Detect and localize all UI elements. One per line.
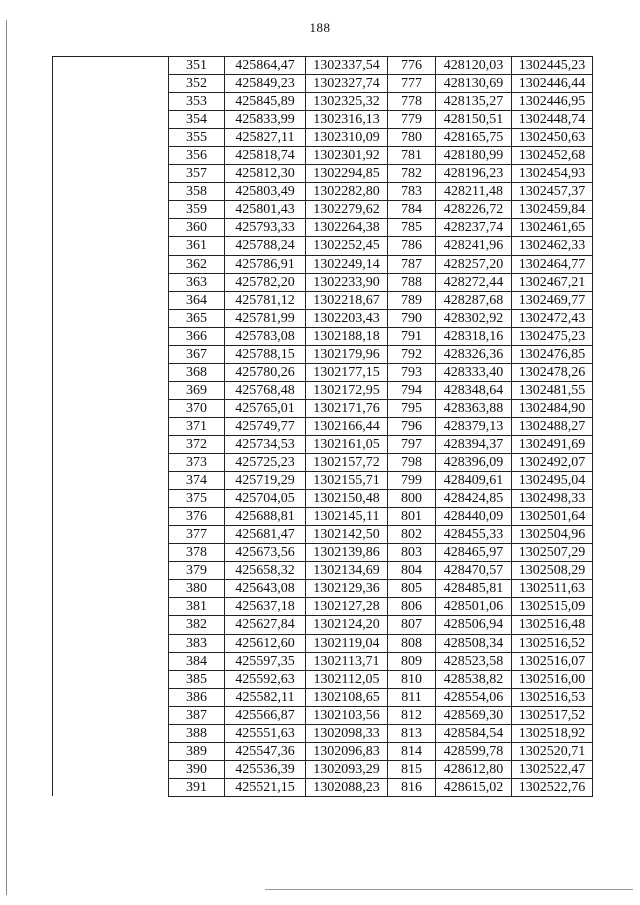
- y-coordinate-cell: 1302113,71: [306, 652, 388, 670]
- y-coordinate-cell: 1302469,77: [512, 291, 593, 309]
- x-coordinate-cell: 425801,43: [225, 201, 306, 219]
- y-coordinate-cell: 1302448,74: [512, 111, 593, 129]
- y-coordinate-cell: 1302103,56: [306, 706, 388, 724]
- point-number-cell: 351: [169, 57, 225, 75]
- y-coordinate-cell: 1302325,32: [306, 93, 388, 111]
- point-number-cell: 791: [388, 327, 436, 345]
- point-number-cell: 785: [388, 219, 436, 237]
- point-number-cell: 804: [388, 562, 436, 580]
- point-number-cell: 387: [169, 706, 225, 724]
- x-coordinate-cell: 425582,11: [225, 688, 306, 706]
- y-coordinate-cell: 1302337,54: [306, 57, 388, 75]
- point-number-cell: 788: [388, 273, 436, 291]
- point-number-cell: 792: [388, 345, 436, 363]
- y-coordinate-cell: 1302279,62: [306, 201, 388, 219]
- table-row: [53, 57, 593, 75]
- y-coordinate-cell: 1302134,69: [306, 562, 388, 580]
- point-number-cell: 373: [169, 454, 225, 472]
- y-coordinate-cell: 1302478,26: [512, 363, 593, 381]
- point-number-cell: 811: [388, 688, 436, 706]
- y-coordinate-cell: 1302233,90: [306, 273, 388, 291]
- point-number-cell: 794: [388, 381, 436, 399]
- y-coordinate-cell: 1302139,86: [306, 544, 388, 562]
- y-coordinate-cell: 1302446,95: [512, 93, 593, 111]
- y-coordinate-cell: 1302088,23: [306, 778, 388, 796]
- point-number-cell: 809: [388, 652, 436, 670]
- x-coordinate-cell: 428287,68: [436, 291, 512, 309]
- y-coordinate-cell: 1302282,80: [306, 183, 388, 201]
- y-coordinate-cell: 1302112,05: [306, 670, 388, 688]
- x-coordinate-cell: 428584,54: [436, 724, 512, 742]
- y-coordinate-cell: 1302327,74: [306, 75, 388, 93]
- y-coordinate-cell: 1302472,43: [512, 309, 593, 327]
- point-number-cell: 786: [388, 237, 436, 255]
- point-number-cell: 376: [169, 508, 225, 526]
- y-coordinate-cell: 1302504,96: [512, 526, 593, 544]
- point-number-cell: 783: [388, 183, 436, 201]
- y-coordinate-cell: 1302516,07: [512, 652, 593, 670]
- y-coordinate-cell: 1302457,37: [512, 183, 593, 201]
- y-coordinate-cell: 1302172,95: [306, 381, 388, 399]
- x-coordinate-cell: 428196,23: [436, 165, 512, 183]
- point-number-cell: 354: [169, 111, 225, 129]
- y-coordinate-cell: 1302522,47: [512, 760, 593, 778]
- x-coordinate-cell: 425768,48: [225, 381, 306, 399]
- point-number-cell: 368: [169, 363, 225, 381]
- y-coordinate-cell: 1302129,36: [306, 580, 388, 598]
- y-coordinate-cell: 1302119,04: [306, 634, 388, 652]
- x-coordinate-cell: 428612,80: [436, 760, 512, 778]
- y-coordinate-cell: 1302142,50: [306, 526, 388, 544]
- y-coordinate-cell: 1302452,68: [512, 147, 593, 165]
- point-number-cell: 357: [169, 165, 225, 183]
- x-coordinate-cell: 425597,35: [225, 652, 306, 670]
- x-coordinate-cell: 428165,75: [436, 129, 512, 147]
- page-number: 188: [309, 20, 331, 35]
- x-coordinate-cell: 425849,23: [225, 75, 306, 93]
- x-coordinate-cell: 428409,61: [436, 472, 512, 490]
- x-coordinate-cell: 428523,58: [436, 652, 512, 670]
- point-number-cell: 362: [169, 255, 225, 273]
- y-coordinate-cell: 1302096,83: [306, 742, 388, 760]
- y-coordinate-cell: 1302481,55: [512, 381, 593, 399]
- x-coordinate-cell: 425658,32: [225, 562, 306, 580]
- y-coordinate-cell: 1302518,92: [512, 724, 593, 742]
- x-coordinate-cell: 428302,92: [436, 309, 512, 327]
- y-coordinate-cell: 1302310,09: [306, 129, 388, 147]
- x-coordinate-cell: 428120,03: [436, 57, 512, 75]
- coordinates-table: [52, 56, 593, 797]
- point-number-cell: 801: [388, 508, 436, 526]
- description-cell: [53, 57, 169, 797]
- y-coordinate-cell: 1302501,64: [512, 508, 593, 526]
- point-number-cell: 799: [388, 472, 436, 490]
- point-number-cell: 375: [169, 490, 225, 508]
- y-coordinate-cell: 1302316,13: [306, 111, 388, 129]
- point-number-cell: 386: [169, 688, 225, 706]
- y-coordinate-cell: 1302166,44: [306, 417, 388, 435]
- x-coordinate-cell: 425827,11: [225, 129, 306, 147]
- point-number-cell: 358: [169, 183, 225, 201]
- point-number-cell: 789: [388, 291, 436, 309]
- point-number-cell: 806: [388, 598, 436, 616]
- point-number-cell: 813: [388, 724, 436, 742]
- x-coordinate-cell: 428569,30: [436, 706, 512, 724]
- x-coordinate-cell: 428333,40: [436, 363, 512, 381]
- y-coordinate-cell: 1302203,43: [306, 309, 388, 327]
- point-number-cell: 812: [388, 706, 436, 724]
- x-coordinate-cell: 425788,24: [225, 237, 306, 255]
- y-coordinate-cell: 1302464,77: [512, 255, 593, 273]
- x-coordinate-cell: 425719,29: [225, 472, 306, 490]
- point-number-cell: 359: [169, 201, 225, 219]
- x-coordinate-cell: 425681,47: [225, 526, 306, 544]
- point-number-cell: 363: [169, 273, 225, 291]
- point-number-cell: 780: [388, 129, 436, 147]
- x-coordinate-cell: 428485,81: [436, 580, 512, 598]
- x-coordinate-cell: 428226,72: [436, 201, 512, 219]
- x-coordinate-cell: 425547,36: [225, 742, 306, 760]
- y-coordinate-cell: 1302459,84: [512, 201, 593, 219]
- y-coordinate-cell: 1302294,85: [306, 165, 388, 183]
- point-number-cell: 790: [388, 309, 436, 327]
- y-coordinate-cell: 1302124,20: [306, 616, 388, 634]
- y-coordinate-cell: 1302462,33: [512, 237, 593, 255]
- point-number-cell: 361: [169, 237, 225, 255]
- y-coordinate-cell: 1302157,72: [306, 454, 388, 472]
- y-coordinate-cell: 1302450,63: [512, 129, 593, 147]
- y-coordinate-cell: 1302445,23: [512, 57, 593, 75]
- point-number-cell: 353: [169, 93, 225, 111]
- point-number-cell: 382: [169, 616, 225, 634]
- x-coordinate-cell: 425864,47: [225, 57, 306, 75]
- point-number-cell: 365: [169, 309, 225, 327]
- point-number-cell: 377: [169, 526, 225, 544]
- y-coordinate-cell: 1302108,65: [306, 688, 388, 706]
- point-number-cell: 380: [169, 580, 225, 598]
- y-coordinate-cell: 1302188,18: [306, 327, 388, 345]
- y-coordinate-cell: 1302522,76: [512, 778, 593, 796]
- y-coordinate-cell: 1302179,96: [306, 345, 388, 363]
- y-coordinate-cell: 1302516,48: [512, 616, 593, 634]
- y-coordinate-cell: 1302520,71: [512, 742, 593, 760]
- point-number-cell: 369: [169, 381, 225, 399]
- point-number-cell: 787: [388, 255, 436, 273]
- point-number-cell: 388: [169, 724, 225, 742]
- y-coordinate-cell: 1302446,44: [512, 75, 593, 93]
- y-coordinate-cell: 1302484,90: [512, 399, 593, 417]
- point-number-cell: 385: [169, 670, 225, 688]
- x-coordinate-cell: 425566,87: [225, 706, 306, 724]
- x-coordinate-cell: 428501,06: [436, 598, 512, 616]
- y-coordinate-cell: 1302516,00: [512, 670, 593, 688]
- point-number-cell: 807: [388, 616, 436, 634]
- x-coordinate-cell: 425765,01: [225, 399, 306, 417]
- point-number-cell: 366: [169, 327, 225, 345]
- x-coordinate-cell: 425782,20: [225, 273, 306, 291]
- x-coordinate-cell: 428272,44: [436, 273, 512, 291]
- x-coordinate-cell: 425637,18: [225, 598, 306, 616]
- x-coordinate-cell: 428508,34: [436, 634, 512, 652]
- point-number-cell: 795: [388, 399, 436, 417]
- left-margin-rule: [6, 20, 7, 895]
- point-number-cell: 803: [388, 544, 436, 562]
- x-coordinate-cell: 428440,09: [436, 508, 512, 526]
- point-number-cell: 793: [388, 363, 436, 381]
- y-coordinate-cell: 1302161,05: [306, 435, 388, 453]
- y-coordinate-cell: 1302461,65: [512, 219, 593, 237]
- x-coordinate-cell: 428237,74: [436, 219, 512, 237]
- point-number-cell: 810: [388, 670, 436, 688]
- y-coordinate-cell: 1302150,48: [306, 490, 388, 508]
- x-coordinate-cell: 425592,63: [225, 670, 306, 688]
- point-number-cell: 374: [169, 472, 225, 490]
- y-coordinate-cell: 1302498,33: [512, 490, 593, 508]
- y-coordinate-cell: 1302155,71: [306, 472, 388, 490]
- y-coordinate-cell: 1302467,21: [512, 273, 593, 291]
- x-coordinate-cell: 425536,39: [225, 760, 306, 778]
- point-number-cell: 805: [388, 580, 436, 598]
- x-coordinate-cell: 425783,08: [225, 327, 306, 345]
- x-coordinate-cell: 428554,06: [436, 688, 512, 706]
- x-coordinate-cell: 428465,97: [436, 544, 512, 562]
- point-number-cell: 777: [388, 75, 436, 93]
- point-number-cell: 776: [388, 57, 436, 75]
- x-coordinate-cell: 425521,15: [225, 778, 306, 796]
- point-number-cell: 381: [169, 598, 225, 616]
- y-coordinate-cell: 1302475,23: [512, 327, 593, 345]
- point-number-cell: 356: [169, 147, 225, 165]
- point-number-cell: 389: [169, 742, 225, 760]
- x-coordinate-cell: 425734,53: [225, 435, 306, 453]
- point-number-cell: 779: [388, 111, 436, 129]
- point-number-cell: 815: [388, 760, 436, 778]
- point-number-cell: 355: [169, 129, 225, 147]
- y-coordinate-cell: 1302177,15: [306, 363, 388, 381]
- point-number-cell: 370: [169, 399, 225, 417]
- point-number-cell: 781: [388, 147, 436, 165]
- y-coordinate-cell: 1302507,29: [512, 544, 593, 562]
- y-coordinate-cell: 1302264,38: [306, 219, 388, 237]
- x-coordinate-cell: 425803,49: [225, 183, 306, 201]
- point-number-cell: 383: [169, 634, 225, 652]
- y-coordinate-cell: 1302249,14: [306, 255, 388, 273]
- point-number-cell: 800: [388, 490, 436, 508]
- point-number-cell: 372: [169, 435, 225, 453]
- point-number-cell: 379: [169, 562, 225, 580]
- y-coordinate-cell: 1302495,04: [512, 472, 593, 490]
- x-coordinate-cell: 428394,37: [436, 435, 512, 453]
- x-coordinate-cell: 425643,08: [225, 580, 306, 598]
- y-coordinate-cell: 1302454,93: [512, 165, 593, 183]
- x-coordinate-cell: 425627,84: [225, 616, 306, 634]
- x-coordinate-cell: 428150,51: [436, 111, 512, 129]
- x-coordinate-cell: 425833,99: [225, 111, 306, 129]
- point-number-cell: 352: [169, 75, 225, 93]
- bottom-rule: [265, 889, 633, 890]
- point-number-cell: 808: [388, 634, 436, 652]
- point-number-cell: 378: [169, 544, 225, 562]
- x-coordinate-cell: 428599,78: [436, 742, 512, 760]
- x-coordinate-cell: 428424,85: [436, 490, 512, 508]
- point-number-cell: 816: [388, 778, 436, 796]
- coordinates-table-body: [53, 57, 593, 797]
- point-number-cell: 360: [169, 219, 225, 237]
- y-coordinate-cell: 1302476,85: [512, 345, 593, 363]
- point-number-cell: 796: [388, 417, 436, 435]
- x-coordinate-cell: 428615,02: [436, 778, 512, 796]
- point-number-cell: 782: [388, 165, 436, 183]
- y-coordinate-cell: 1302492,07: [512, 454, 593, 472]
- x-coordinate-cell: 425551,63: [225, 724, 306, 742]
- y-coordinate-cell: 1302252,45: [306, 237, 388, 255]
- point-number-cell: 371: [169, 417, 225, 435]
- point-number-cell: 814: [388, 742, 436, 760]
- y-coordinate-cell: 1302515,09: [512, 598, 593, 616]
- y-coordinate-cell: 1302511,63: [512, 580, 593, 598]
- y-coordinate-cell: 1302093,29: [306, 760, 388, 778]
- x-coordinate-cell: 425673,56: [225, 544, 306, 562]
- x-coordinate-cell: 425793,33: [225, 219, 306, 237]
- x-coordinate-cell: 428180,99: [436, 147, 512, 165]
- y-coordinate-cell: 1302517,52: [512, 706, 593, 724]
- y-coordinate-cell: 1302491,69: [512, 435, 593, 453]
- point-number-cell: 802: [388, 526, 436, 544]
- y-coordinate-cell: 1302516,52: [512, 634, 593, 652]
- point-number-cell: 364: [169, 291, 225, 309]
- x-coordinate-cell: 428506,94: [436, 616, 512, 634]
- x-coordinate-cell: 428257,20: [436, 255, 512, 273]
- y-coordinate-cell: 1302488,27: [512, 417, 593, 435]
- x-coordinate-cell: 428326,36: [436, 345, 512, 363]
- x-coordinate-cell: 425688,81: [225, 508, 306, 526]
- x-coordinate-cell: 425725,23: [225, 454, 306, 472]
- y-coordinate-cell: 1302127,28: [306, 598, 388, 616]
- x-coordinate-cell: 425781,12: [225, 291, 306, 309]
- y-coordinate-cell: 1302098,33: [306, 724, 388, 742]
- point-number-cell: 797: [388, 435, 436, 453]
- y-coordinate-cell: 1302516,53: [512, 688, 593, 706]
- point-number-cell: 798: [388, 454, 436, 472]
- x-coordinate-cell: 428538,82: [436, 670, 512, 688]
- x-coordinate-cell: 428241,96: [436, 237, 512, 255]
- x-coordinate-cell: 428211,48: [436, 183, 512, 201]
- x-coordinate-cell: 428130,69: [436, 75, 512, 93]
- x-coordinate-cell: 428396,09: [436, 454, 512, 472]
- x-coordinate-cell: 425845,89: [225, 93, 306, 111]
- x-coordinate-cell: 425749,77: [225, 417, 306, 435]
- x-coordinate-cell: 425780,26: [225, 363, 306, 381]
- x-coordinate-cell: 428135,27: [436, 93, 512, 111]
- point-number-cell: 390: [169, 760, 225, 778]
- x-coordinate-cell: 425818,74: [225, 147, 306, 165]
- point-number-cell: 778: [388, 93, 436, 111]
- x-coordinate-cell: 428363,88: [436, 399, 512, 417]
- point-number-cell: 391: [169, 778, 225, 796]
- x-coordinate-cell: 425612,60: [225, 634, 306, 652]
- y-coordinate-cell: 1302508,29: [512, 562, 593, 580]
- y-coordinate-cell: 1302171,76: [306, 399, 388, 417]
- x-coordinate-cell: 428455,33: [436, 526, 512, 544]
- x-coordinate-cell: 428318,16: [436, 327, 512, 345]
- x-coordinate-cell: 425786,91: [225, 255, 306, 273]
- x-coordinate-cell: 425781,99: [225, 309, 306, 327]
- x-coordinate-cell: 425812,30: [225, 165, 306, 183]
- x-coordinate-cell: 428470,57: [436, 562, 512, 580]
- point-number-cell: 784: [388, 201, 436, 219]
- point-number-cell: 367: [169, 345, 225, 363]
- y-coordinate-cell: 1302218,67: [306, 291, 388, 309]
- x-coordinate-cell: 428348,64: [436, 381, 512, 399]
- x-coordinate-cell: 425788,15: [225, 345, 306, 363]
- point-number-cell: 384: [169, 652, 225, 670]
- x-coordinate-cell: 425704,05: [225, 490, 306, 508]
- y-coordinate-cell: 1302145,11: [306, 508, 388, 526]
- x-coordinate-cell: 428379,13: [436, 417, 512, 435]
- y-coordinate-cell: 1302301,92: [306, 147, 388, 165]
